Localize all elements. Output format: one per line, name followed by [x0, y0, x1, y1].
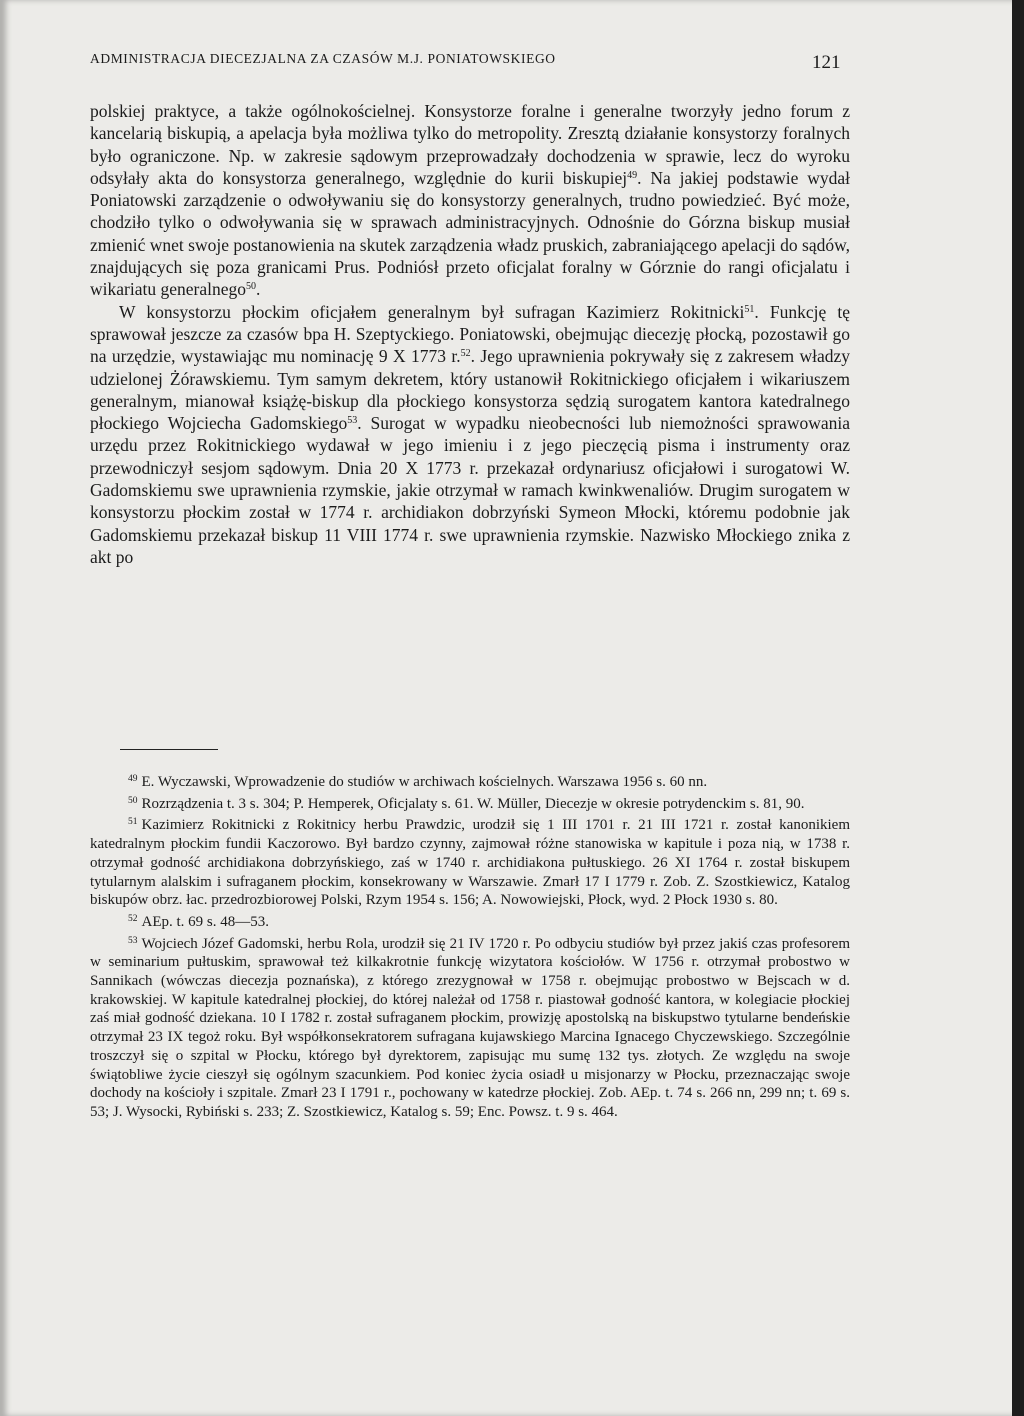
running-head: ADMINISTRACJA DIECEZJALNA ZA CZASÓW M.J. PONIATOWSKIEGO	[90, 51, 556, 66]
footnote-number: 51	[128, 817, 138, 828]
main-text	[90, 100, 850, 568]
footnote-53	[90, 935, 850, 1122]
footnote-text: AEp. t. 69 s. 48—53.	[141, 913, 269, 930]
footnote-text: E. Wyczawski, Wprowadzenie do studiów w archiwach kościelnych. Warszawa 1956 s. 60 nn.	[141, 774, 708, 790]
paragraph-1	[90, 100, 850, 301]
paragraph-1-text-2: . Na jakiej podstawie wydał Poniatowski zarządzenie o odwoływaniu się do konsystorzy generalnych, trudno powiedzieć. Być może, chodziło tylko o odwoływania się w sprawach administracyjnych. Odnośnie do Górzna biskup musiał zmienić wnet swoje postanowienia na skutek zarządzenia władz pruskich, zabraniającego apelacji do sądów, znajdujących się poza granicami Prus. Podniósł przeto oficjalat foralny w Górznie do rangi oficjalatu i wikariatu generalnego	[90, 167, 850, 300]
paragraph-2-text-1: W konsystorzu płockim oficjałem generalnym był sufragan Kazimierz Rokitnicki	[119, 301, 745, 322]
paragraph-1-text-1: polskiej praktyce, a także ogólnokościelnej. Konsystorze foralne i generalne tworzyły jedno forum z kancelarią biskupią, a apelacja była możliwa tylko do metropolity. Zresztą działanie konsystorzy foralnych było ograniczone. Np. w zakresie sądowym przeprowadzały dochodzenia w sprawie, lecz do wyroku odsyłały akta do konsystorza generalnego, względnie do kurii biskupiej	[90, 101, 850, 188]
footnote-52	[90, 913, 850, 932]
footnote-ref-52: 52	[460, 348, 471, 360]
scan-edge	[1012, 0, 1024, 1416]
footnote-text: Kazimierz Rokitnicki z Rokitnicy herbu Prawdzic, urodził się 1 III 1701 r. 21 III 1721 r. został kanonikiem katedralnym płockim fundii Kaczorowo. Był bardzo czynny, zajmował różne stanowiska w kapitule i poza nią, w 1738 r. otrzymał godność archidiakona dobrzyńskiego, zaś w 1740 r. archidiakona pułtuskiego. 26 XI 1764 r. został biskupem tytularnym alalskim i sufraganem płockim, konsekrowany w Warszawie. Zmarł 17 I 1779 r. Zob. Z. Szostkiewicz, Katalog biskupów obrz. łac. przedrozbiorowej Polski, Rzym 1954 s. 156; A. Nowowiejski, Płock, wyd. 2 Płock 1930 s. 80.	[90, 817, 850, 909]
footnote-ref-49: 49	[627, 169, 638, 181]
footnote-ref-50: 50	[245, 281, 256, 293]
footnote-number: 50	[128, 795, 138, 806]
footnote-ref-53: 53	[347, 415, 358, 427]
paragraph-1-text-3: .	[255, 279, 261, 300]
footnote-text: Rozrządzenia t. 3 s. 304; P. Hemperek, Oficjalaty s. 61. W. Müller, Diecezje w okresie potrydenckim s. 81, 90.	[141, 795, 805, 812]
footnote-51	[90, 816, 850, 910]
page-number: 121	[812, 52, 841, 73]
footnotes	[90, 773, 850, 1125]
footnote-50	[90, 795, 850, 814]
footnote-separator	[120, 749, 218, 750]
footnote-number: 53	[128, 935, 138, 946]
footnote-text: Wojciech Józef Gadomski, herbu Rola, urodził się 21 IV 1720 r. Po odbyciu studiów był przez jakiś czas profesorem w seminarium pułtuskim, sprawował też kilkakrotnie funkcję wizytatora kościołów. W 1756 r. otrzymał probostwo w Sannikach (wówczas diecezja poznańska), z którego zrezygnował w 1758 r. obejmując probostwo w Bejscach w d. krakowskiej. W kapitule katedralnej płockiej, do której należał od 1758 r. piastował godność kantora, w kolegiacie płockiej zaś miał godność dziekana. 10 I 1782 r. został sufraganem płockim, prowizję apostolską na biskupstwo tytularne bendeńskie otrzymał 23 IX tegoż roku. Był współkonsekratorem sufragana kujawskiego Marcina Ignacego Chyczewskiego. Szczególnie troszczył się o szpital w Płocku, którego był dyrektorem, zapisując mu sumę 132 tys. złotych. Ze względu na swoje świątobliwe życie cieszył się ogólnym szacunkiem. Pod koniec życia osiadł u misjonarzy w Płocku, przeznaczając swoje dochody na kościoły i szpitale. Zmarł 23 I 1791 r., pochowany w katedrze płockiej. Zob. AEp. t. 74 s. 266 nn, 299 nn; t. 69 s. 53; J. Wysocki, Rybiński s. 233; Z. Szostkiewicz, Katalog s. 59; Enc. Powsz. t. 9 s. 464.	[90, 935, 850, 1120]
footnote-ref-51: 51	[744, 303, 755, 315]
footnote-number: 49	[128, 774, 138, 784]
footnote-number: 52	[128, 913, 138, 924]
paragraph-2-text-3: . Jego uprawnienia pokrywały się z zakresem władzy udzielonej Żórawskiemu. Tym samym dekretem, który ustanowił Rokitnickiego oficjałem i wikariuszem generalnym, mianował książę-biskup dla płockiego konsystorza sędzią surogatem kantora katedralnego płockiego Wojciecha Gadomskiego	[90, 346, 850, 434]
footnote-49	[90, 773, 850, 792]
paragraph-2-text-4: . Surogat w wypadku nieobecności lub niemożności sprawowania urzędu przez Rokitnickiego wydawał w jego imieniu i z jego pieczęcią pisma i instrumenty oraz przewodniczył sesjom sądowym. Dnia 20 X 1773 r. przekazał ordynariusz oficjałowi i surogatowi W. Gadomskiemu swe uprawnienia rzymskie, jakie otrzymał w ramach kwinkwenaliów. Drugim surogatem w konsystorzu płockim został w 1774 r. archidiakon dobrzyński Symeon Młocki, któremu podobnie jak Gadomskiemu przekazał biskup 11 VIII 1774 r. swe uprawnienia rzymskie. Nazwisko Młockiego znika z akt po	[90, 413, 850, 567]
paragraph-2-text-2: . Funkcję tę sprawował jeszcze za czasów bpa H. Szeptyckiego. Poniatowski, obejmując diecezję płocką, pozostawił go na urzędzie, wystawiając mu nominację 9 X 1773 r.	[90, 301, 850, 367]
paragraph-2	[90, 301, 850, 569]
